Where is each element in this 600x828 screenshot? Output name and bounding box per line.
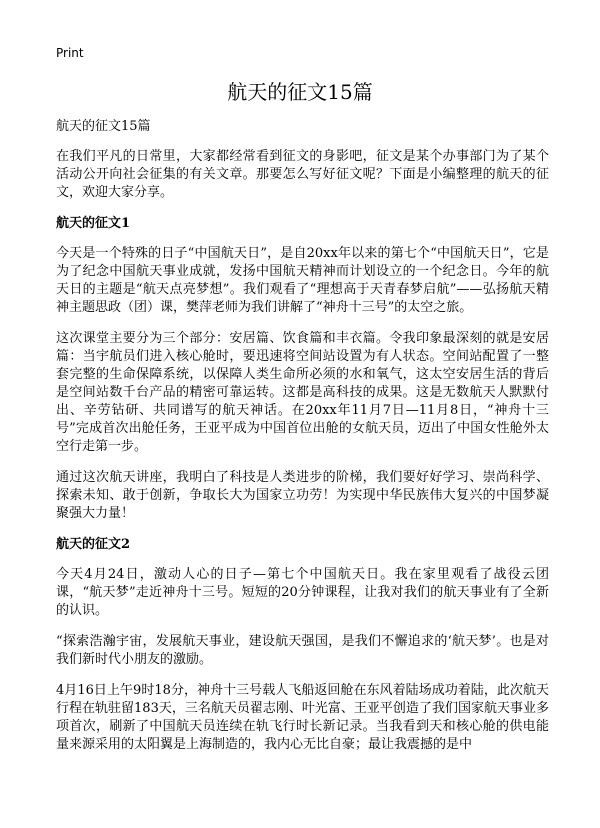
document-body — [56, 118, 549, 767]
section-1-paragraph-3: 通过这次航天讲座，我明白了科技是人类进步的阶梯，我们要好好学习、崇尚科学、探索未知、敢于创新，争取长大为国家立功劳！为实现中华民族伟大复兴的中国梦凝聚强大力量！ — [56, 470, 549, 521]
section-1-paragraph-1: 今天是一个特殊的日子“中国航天日”，是自20xx年以来的第七个“中国航天日”，它是为了纪念中国航天事业成就，发扬中国航天精神而计划设立的一个纪念日。今年的航天日的主题是“航天点亮梦想”。我们观看了“理想高于天青春梦启航”——弘扬航天精神主题思政（团）课，樊萍老师为我们讲解了“神舟十三号”的太空之旅。 — [56, 246, 549, 315]
section-2 — [56, 536, 549, 754]
section-2-paragraph-1: 今天4月24日，激动人心的日子—第七个中国航天日。我在家里观看了战役云团课，“航天梦”走近神舟十三号。短短的20分钟课程，让我对我们的航天事业有了全新的认识。 — [56, 567, 549, 618]
section-2-paragraph-3: 4月16日上午9时18分，神舟十三号载人飞船返回舱在东风着陆场成功着陆，此次航天行程在轨驻留183天，三名航天员翟志刚、叶光富、王亚平创造了我们国家航天事业多项首次，刷新了中国航天员连续在轨飞行时长新记录。当我看到天和核心舱的供电能量来源采用的太阳翼是上海制造的，我内心无比自豪；最让我震撼的是中 — [56, 683, 549, 752]
print-link[interactable]: Print — [56, 46, 84, 60]
document-subtitle: 航天的征文15篇 — [56, 119, 151, 134]
section-1-heading: 航天的征文1 — [56, 216, 131, 231]
section-2-paragraph-2: “探索浩瀚宇宙，发展航天事业，建设航天强国，是我们不懈追求的‘航天梦’。也是对我们新时代小朋友的激励。 — [56, 634, 549, 667]
intro-paragraph: 在我们平凡的日常里，大家都经常看到征文的身影吧，征文是某个办事部门为了某个活动公开向社会征集的有关文章。那要怎么写好征文呢？下面是小编整理的航天的征文，欢迎大家分享。 — [56, 149, 549, 200]
page-title: 航天的征文15篇 — [227, 80, 373, 104]
section-2-heading: 航天的征文2 — [56, 537, 131, 552]
section-1 — [56, 215, 549, 523]
section-1-paragraph-2: 这次课堂主要分为三个部分：安居篇、饮食篇和丰衣篇。令我印象最深刻的就是安居篇：当宇航员们进入核心舱时，要迅速将空间站设置为有人状态。空间站配置了一整套完整的生命保障系统，以保障人类生命所必须的水和氧气，这太空安居生活的背后是空间站数千台产品的精密可靠运转。这都是高科技的成果。这是无数航天人默默付出、辛劳钻研、共同谱写的航天神话。在20xx年11月7日—11月8日，“神舟十三号”完成首次出舱任务，王亚平成为中国首位出舱的女航天员，迈出了中国女性舱外太空行走第一步。 — [56, 331, 549, 454]
